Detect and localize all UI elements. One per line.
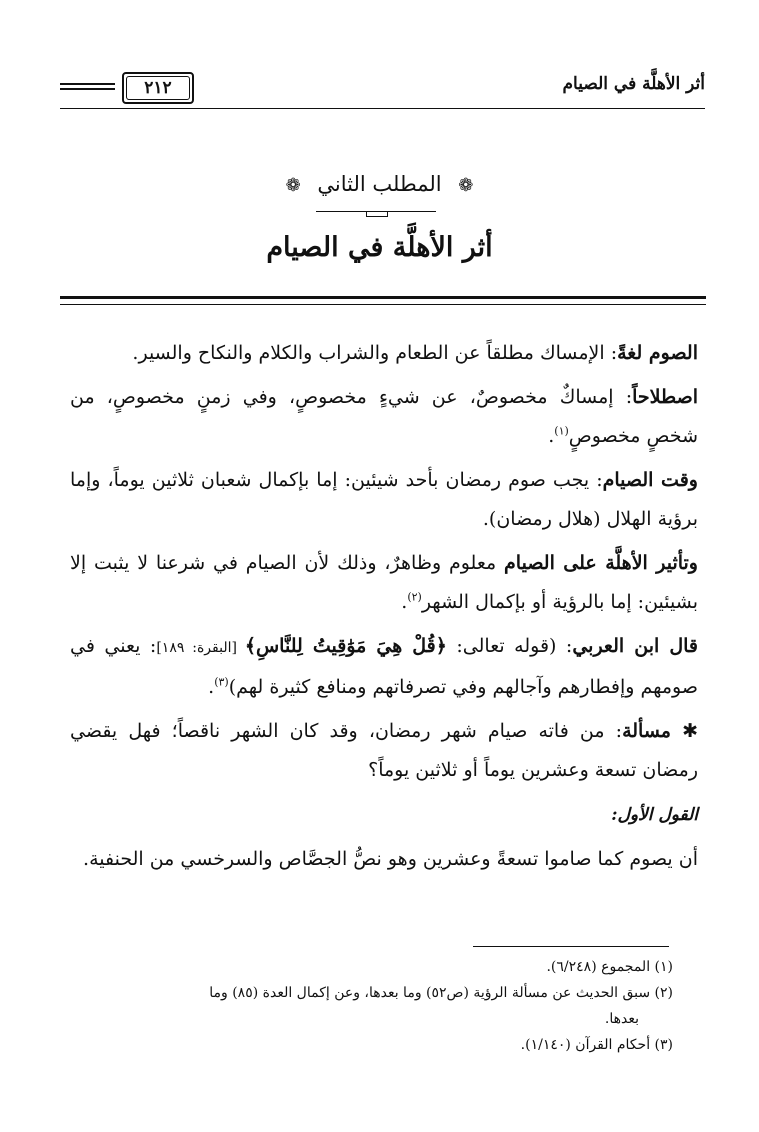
- footnotes: [70, 954, 673, 1058]
- paragraph: [70, 378, 698, 456]
- ornament-left-icon: ❁: [285, 175, 301, 196]
- header-dash: [60, 88, 115, 90]
- subheading-text: المطلب الثاني: [317, 172, 442, 196]
- paragraph-end: .: [548, 425, 555, 447]
- page-number: ٢١٢: [122, 72, 194, 104]
- subheading-notch: [366, 211, 388, 217]
- quran-verse: ﴿قُلْ هِيَ مَوَٰقِيتُ لِلنَّاسِ﴾: [244, 635, 447, 657]
- star-icon: ✱: [682, 720, 698, 742]
- chapter-title: أثر الأهلَّة في الصيام: [266, 232, 493, 263]
- term: مسألة: [622, 720, 671, 742]
- running-title: أثر الأهلَّة في الصيام: [562, 74, 705, 94]
- footnote: (١) المجموع (٦/٢٤٨).: [546, 959, 673, 975]
- header-dash: [60, 83, 115, 85]
- opinion-label: القول الأول:: [611, 805, 698, 825]
- section-subheading: [0, 172, 759, 196]
- paragraph-text: : إمساكٌ مخصوصٌ، عن شيءٍ مخصوصٍ، وفي زمنٍ مخصوصٍ، من شخصٍ مخصوصٍ: [70, 386, 698, 447]
- page-header: [60, 72, 705, 106]
- term: وقت الصيام: [602, 469, 698, 491]
- verse-reference: [البقرة: ١٨٩]: [156, 640, 245, 656]
- body-text: [70, 334, 698, 884]
- paragraph: [70, 461, 698, 539]
- paragraph-end: .: [208, 676, 215, 698]
- paragraph: [70, 627, 698, 707]
- paragraph-text: : من فاته صيام شهر رمضان، وقد كان الشهر ناقصاً؛ فهل يقضي رمضان تسعة وعشرين يوماً أو ثلاثين يوماً؟: [70, 720, 698, 781]
- term: اصطلاحاً: [632, 386, 698, 408]
- paragraph-end: .: [401, 591, 408, 613]
- ornament-right-icon: ❁: [458, 175, 474, 196]
- paragraph-text: أن يصوم كما صاموا تسعةً وعشرين وهو نصُّ الجصَّاص والسرخسي من الحنفية.: [83, 848, 698, 870]
- footnote-ref: (٣): [214, 675, 229, 689]
- term: الصوم لغةً: [617, 342, 698, 364]
- header-rule: [60, 108, 705, 109]
- footnote-ref: (٢): [407, 590, 422, 604]
- paragraph-text: : الإمساك مطلقاً عن الطعام والشراب والكلام والنكاح والسير.: [132, 342, 618, 364]
- footnote: (٣) أحكام القرآن (١/١٤٠).: [520, 1037, 673, 1053]
- title-rule-thick: [60, 296, 706, 299]
- term: وتأثير الأهلَّة على الصيام: [504, 552, 698, 574]
- paragraph: [70, 334, 698, 373]
- paragraph-text: : يعني في صومهم وإفطارهم وآجالهم وفي تصرفاتهم ومنافع كثيرة لهم): [70, 635, 698, 698]
- footnote-continuation: بعدها.: [604, 1011, 639, 1027]
- paragraph: [70, 840, 698, 879]
- paragraph-text: : (قوله تعالى:: [446, 635, 573, 657]
- paragraph: [70, 544, 698, 622]
- footnote: (٢) سبق الحديث عن مسألة الرؤية (ص٥٢) وما بعدها، وعن إكمال العدة (٨٥) وما: [209, 985, 673, 1001]
- title-rule-thin: [60, 304, 706, 305]
- paragraph: [70, 712, 698, 790]
- paragraph-text: معلوم وظاهرٌ، وذلك لأن الصيام في شرعنا لا يثبت إلا بشيئين: إما بالرؤية أو بإكمال الشهر: [70, 552, 698, 613]
- paragraph: [70, 795, 698, 835]
- term: قال ابن العربي: [572, 635, 698, 657]
- footnote-rule: [473, 946, 669, 947]
- footnote-ref: (١): [554, 424, 569, 438]
- paragraph-text: : يجب صوم رمضان بأحد شيئين: إما بإكمال شعبان ثلاثين يوماً، وإما برؤية الهلال (هلال رمضان).: [70, 469, 698, 530]
